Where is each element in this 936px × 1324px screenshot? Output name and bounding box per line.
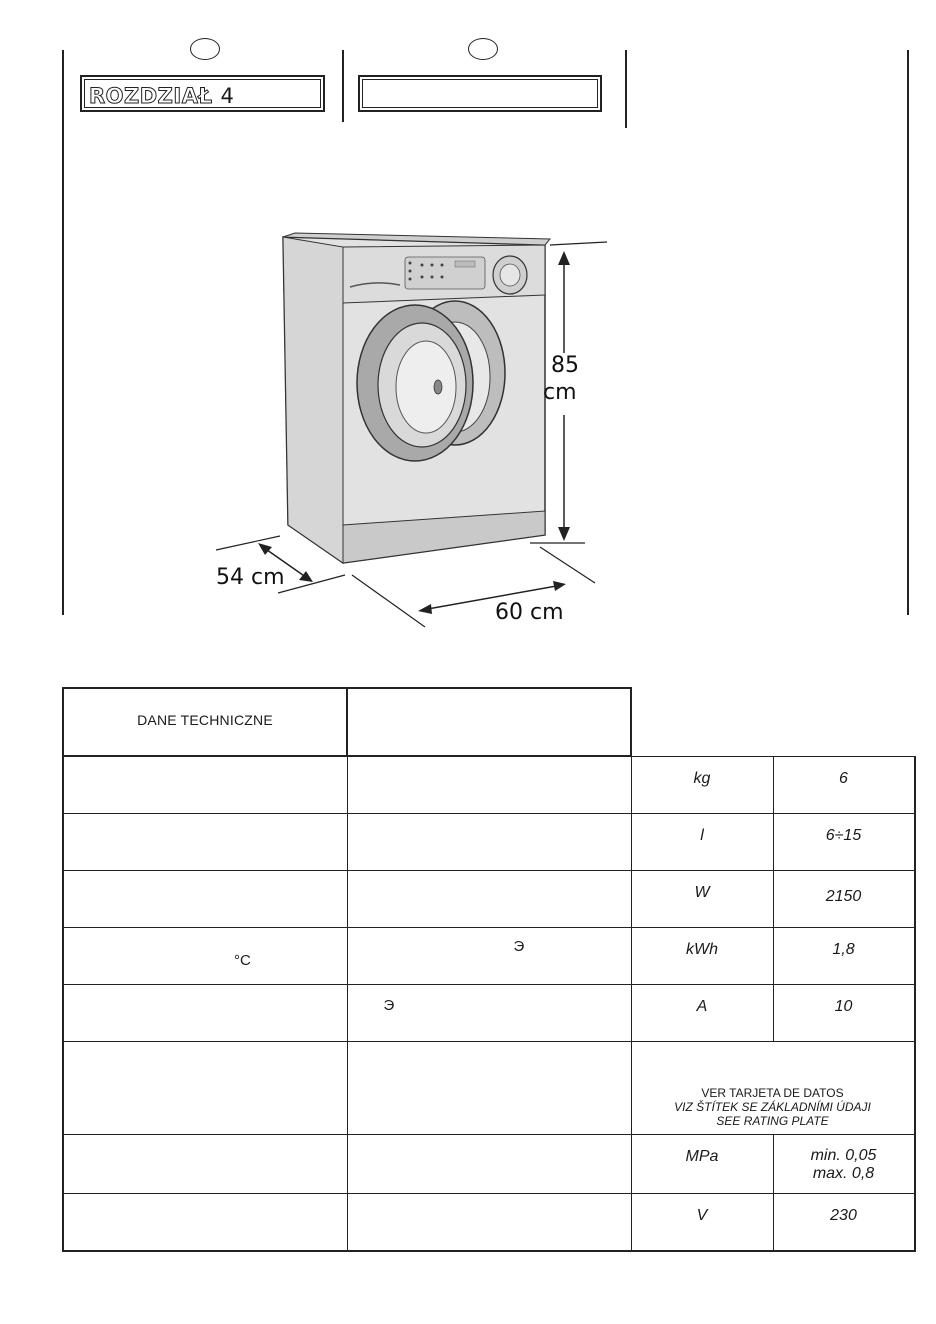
height-value-label: 85: [551, 353, 579, 378]
value-cell: 10: [834, 998, 853, 1015]
header-title-cell: [63, 688, 347, 756]
table-row: [63, 756, 915, 814]
empty-title-box: [358, 75, 602, 112]
chapter-word: ROZDZIAŁ: [89, 84, 213, 108]
chapter-number: 4: [220, 84, 235, 108]
table-row: [63, 814, 915, 871]
reversed-e-mark: Э: [383, 997, 395, 1014]
value-cell-max: max. 0,8: [812, 1165, 875, 1182]
language-circle-2: [468, 38, 498, 60]
value-cell: 230: [830, 1207, 857, 1224]
rating-line-en: SEE RATING PLATE: [716, 1114, 829, 1128]
chapter-heading: [89, 84, 234, 108]
unit-cell: W: [694, 884, 710, 901]
width-label: 60 cm: [495, 600, 564, 625]
technical-data-table: [62, 687, 916, 1252]
table-header-row: [63, 688, 915, 756]
rating-plate-cell: [631, 1042, 915, 1135]
unit-cell: kg: [693, 769, 711, 787]
value-cell: 6÷15: [825, 827, 862, 844]
door-handle: [434, 380, 442, 394]
unit-cell: l: [700, 827, 704, 844]
rating-line-cz: VIZ ŠTÍTEK SE ZÁKLADNÍMI ÚDAJI: [674, 1100, 871, 1114]
table-row: [63, 1194, 915, 1252]
depth-label: 54 cm: [216, 565, 285, 590]
celsius-mark: °C: [234, 952, 251, 969]
left-margin-rule: [62, 50, 64, 615]
rating-line-es: VER TARJETA DE DATOS: [701, 1086, 844, 1100]
table-row: [63, 871, 915, 928]
value-cell: 6: [839, 769, 848, 787]
reversed-e-mark: Э: [513, 938, 525, 955]
table-row: [63, 928, 915, 985]
unit-cell: MPa: [685, 1148, 719, 1165]
unit-cell: kWh: [686, 941, 718, 958]
right-margin-rule: [907, 50, 909, 615]
language-circle-1: [190, 38, 220, 60]
value-cell-min: min. 0,05: [810, 1147, 877, 1164]
table-row: [63, 1135, 915, 1194]
header-empty-cell: [347, 688, 631, 756]
unit-cell: V: [696, 1207, 708, 1224]
rating-plate-note: [632, 1086, 914, 1128]
value-cell: 1,8: [832, 941, 855, 958]
height-unit-label: cm: [543, 380, 577, 405]
table-title: DANE TECHNICZNE: [137, 712, 273, 728]
unit-cell: A: [696, 998, 708, 1015]
value-cell: 2150: [825, 888, 862, 905]
column-divider-2: [625, 50, 627, 128]
table-row: [63, 1042, 915, 1135]
column-divider-1: [342, 50, 344, 122]
table-row: [63, 985, 915, 1042]
